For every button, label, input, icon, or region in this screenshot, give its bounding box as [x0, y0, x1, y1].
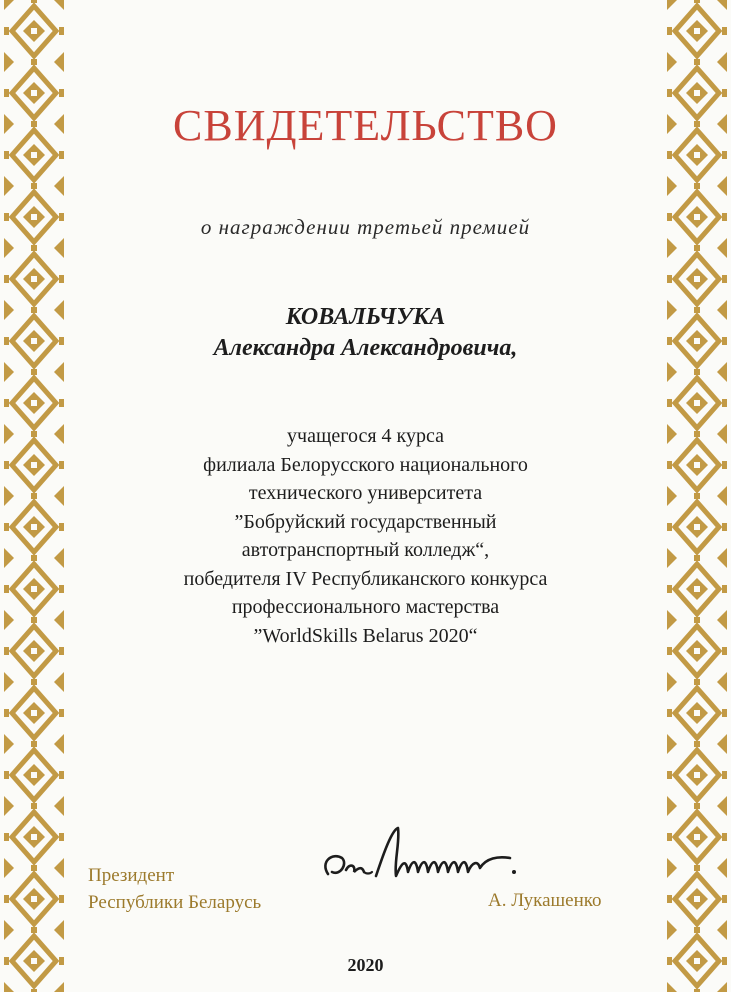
signatory-position-line1: Президент	[88, 865, 175, 886]
body-line: ”Бобруйский государственный	[234, 510, 497, 533]
document-subtitle: о награждении третьей премией	[200, 215, 531, 239]
signatory-name: А. Лукашенко	[488, 890, 602, 911]
body-line: филиала Белорусского национального	[203, 453, 528, 476]
recipient-surname: КОВАЛЬЧУКА	[285, 304, 446, 330]
body-line: учащегося 4 курса	[287, 425, 444, 447]
document-year: 2020	[347, 955, 384, 975]
recipient-name	[0, 302, 731, 364]
body-line: профессионального мастерства	[231, 596, 500, 618]
signature-icon	[318, 822, 528, 892]
signatory-position	[88, 862, 261, 916]
document-title: СВИДЕТЕЛЬСТВО	[173, 101, 558, 150]
body-line: ”WorldSkills Belarus 2020“	[253, 624, 478, 647]
body-line: автотранспортный колледж“,	[241, 539, 490, 561]
award-description	[0, 422, 731, 650]
body-line: победителя IV Республиканского конкурса	[183, 567, 548, 590]
signatory-position-line2: Республики Беларусь	[88, 892, 262, 913]
body-line: технического университета	[248, 482, 483, 504]
recipient-given-names: Александра Александровича,	[213, 335, 518, 361]
